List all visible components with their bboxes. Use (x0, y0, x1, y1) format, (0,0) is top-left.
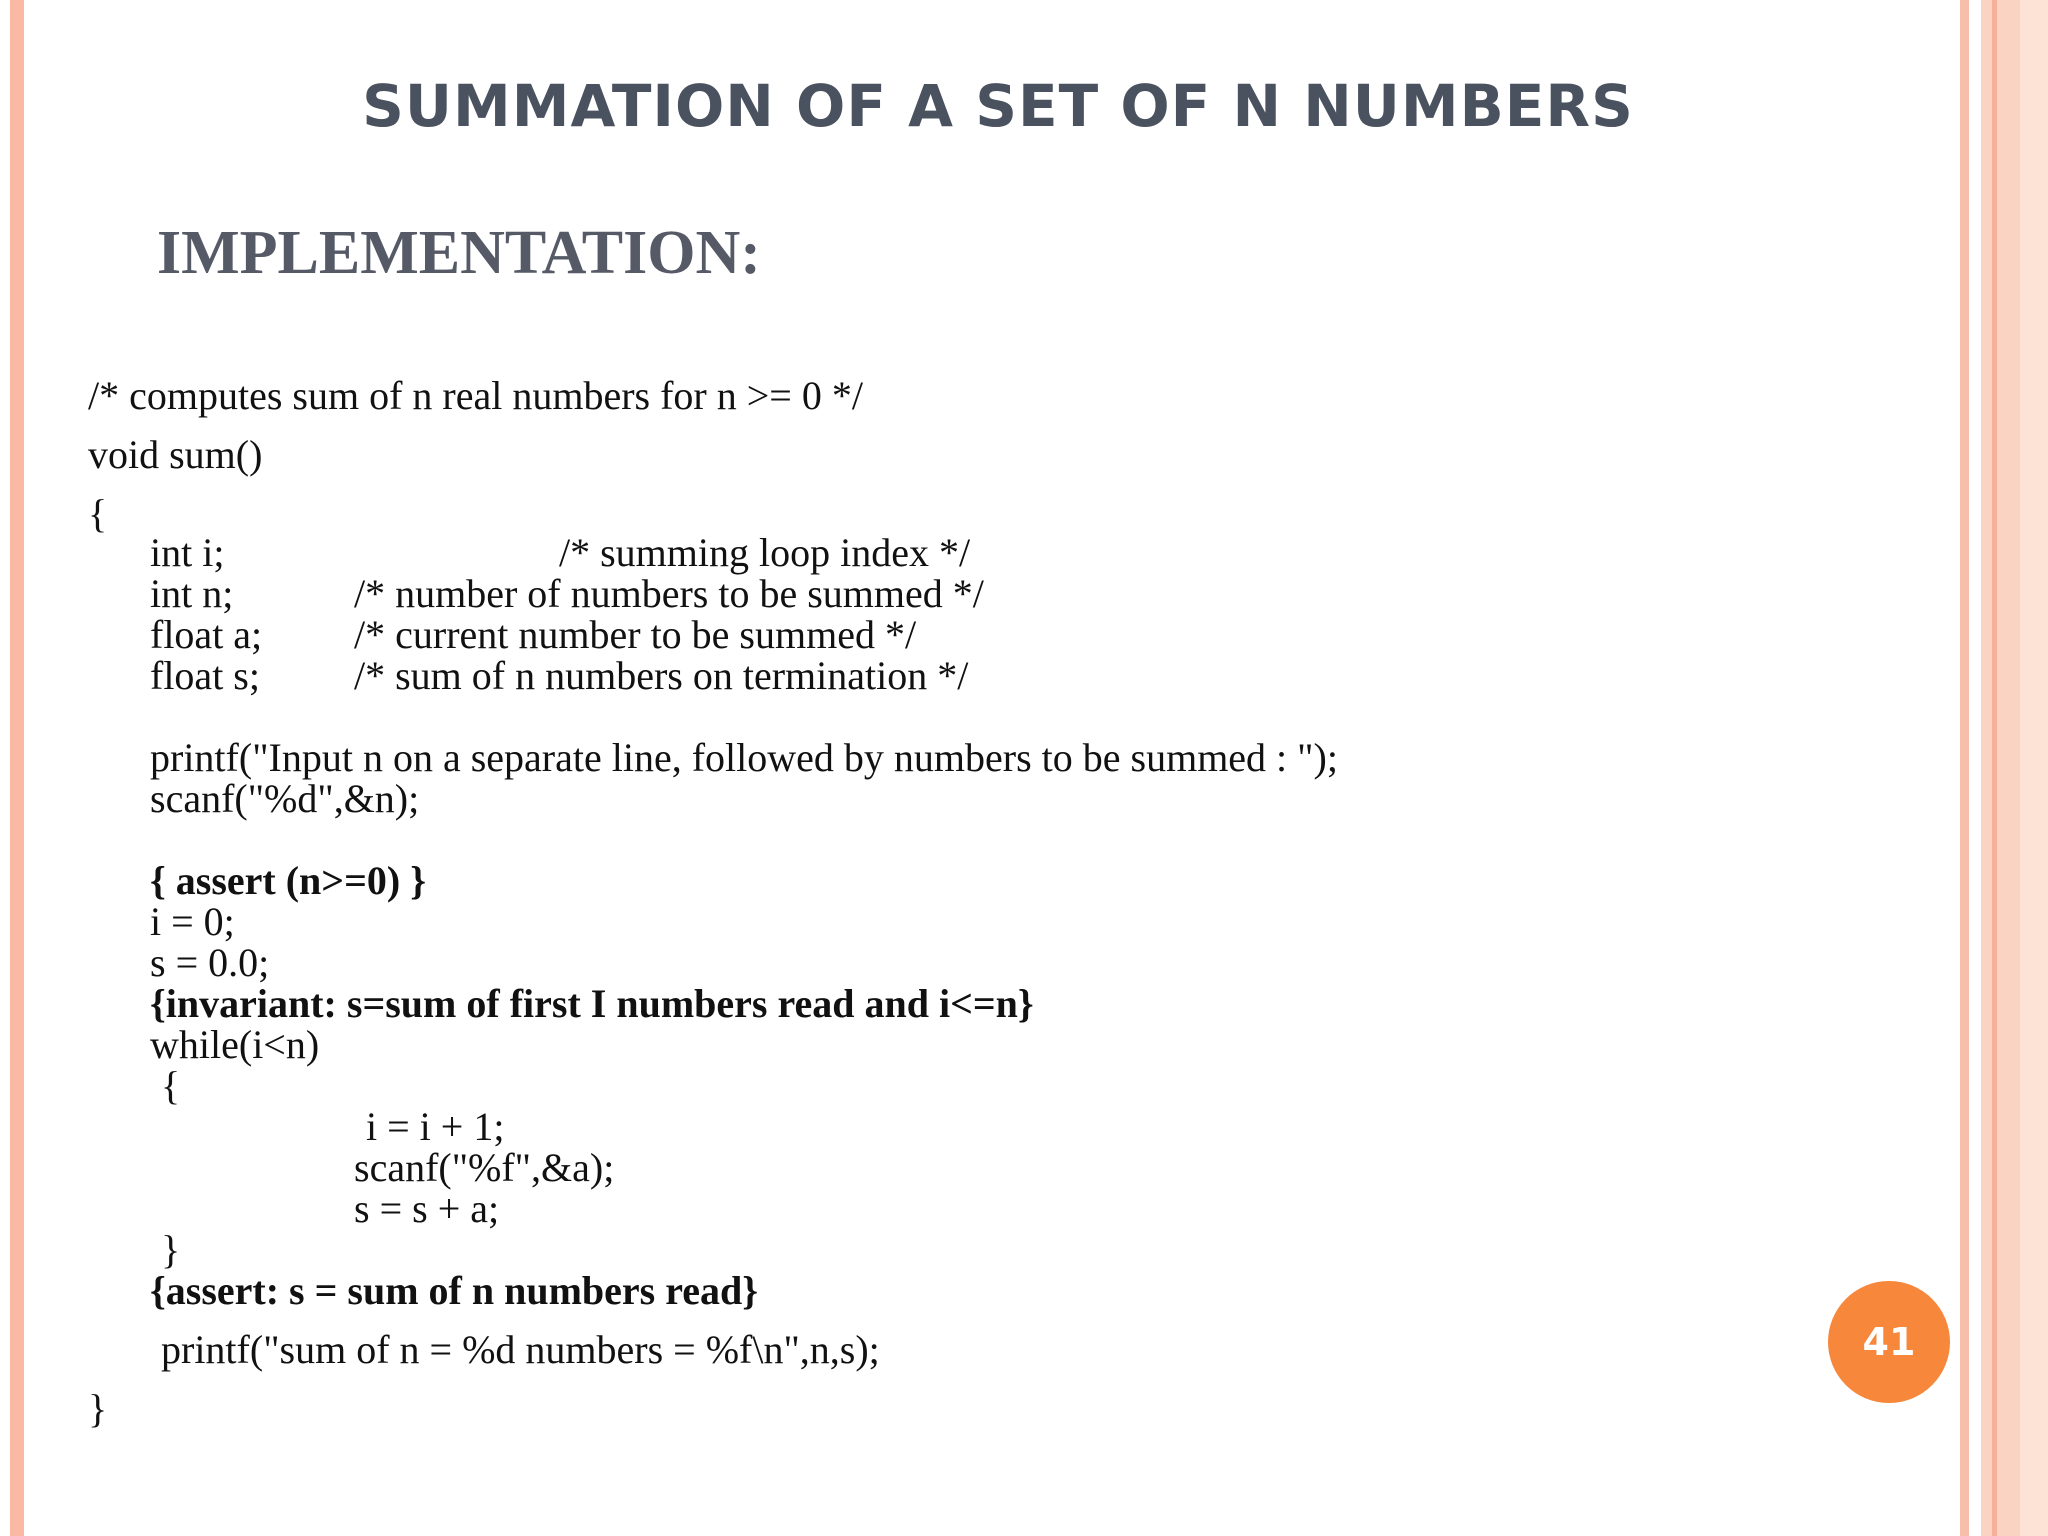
code-printf-prompt: printf("Input n on a separate line, followed by numbers to be summed : "); (150, 735, 1338, 780)
code-assert-precondition: { assert (n>=0) } (150, 858, 426, 903)
code-assert-postcondition: {assert: s = sum of n numbers read} (150, 1268, 759, 1313)
code-loop-increment: i = i + 1; (366, 1104, 505, 1149)
code-decl-s: float s; (150, 653, 260, 698)
code-decl-n: int n; (150, 571, 234, 616)
code-brace-close: } (88, 1386, 108, 1431)
code-scanf-n: scanf("%d",&n); (150, 776, 420, 821)
code-loop-sum: s = s + a; (354, 1186, 500, 1231)
code-decl-i: int i; (150, 530, 225, 575)
right-border-stripe-thin (1992, 0, 1997, 1536)
code-loop-brace-open: { (161, 1063, 181, 1108)
code-invariant: {invariant: s=sum of first I numbers read and i<=n} (150, 981, 1034, 1026)
page-number-badge: 41 (1828, 1281, 1950, 1403)
code-brace-open: { (88, 491, 108, 536)
code-decl-i-comment: /* summing loop index */ (559, 530, 971, 575)
code-init-s: s = 0.0; (150, 940, 270, 985)
code-decl-s-comment: /* sum of n numbers on termination */ (354, 653, 969, 698)
code-while-head: while(i<n) (150, 1022, 320, 1067)
code-loop-scanf: scanf("%f",&a); (354, 1145, 615, 1190)
right-border-stripe-inner (1960, 0, 1969, 1536)
code-decl-a: float a; (150, 612, 263, 657)
code-decl-a-comment: /* current number to be summed */ (354, 612, 917, 657)
slide-title: SUMMATION OF A SET OF N NUMBERS (362, 72, 1634, 140)
code-init-i: i = 0; (150, 899, 235, 944)
code-loop-brace-close: } (161, 1227, 181, 1272)
code-function-signature: void sum() (88, 432, 263, 477)
code-comment-header: /* computes sum of n real numbers for n >= 0 */ (88, 373, 863, 418)
right-border-stripe-wide (1981, 0, 2020, 1536)
code-printf-result: printf("sum of n = %d numbers = %f\n",n,s); (161, 1327, 880, 1372)
slide-subtitle: IMPLEMENTATION: (157, 219, 761, 287)
code-decl-n-comment: /* number of numbers to be summed */ (354, 571, 984, 616)
right-border-stripe-outer (2020, 0, 2048, 1536)
